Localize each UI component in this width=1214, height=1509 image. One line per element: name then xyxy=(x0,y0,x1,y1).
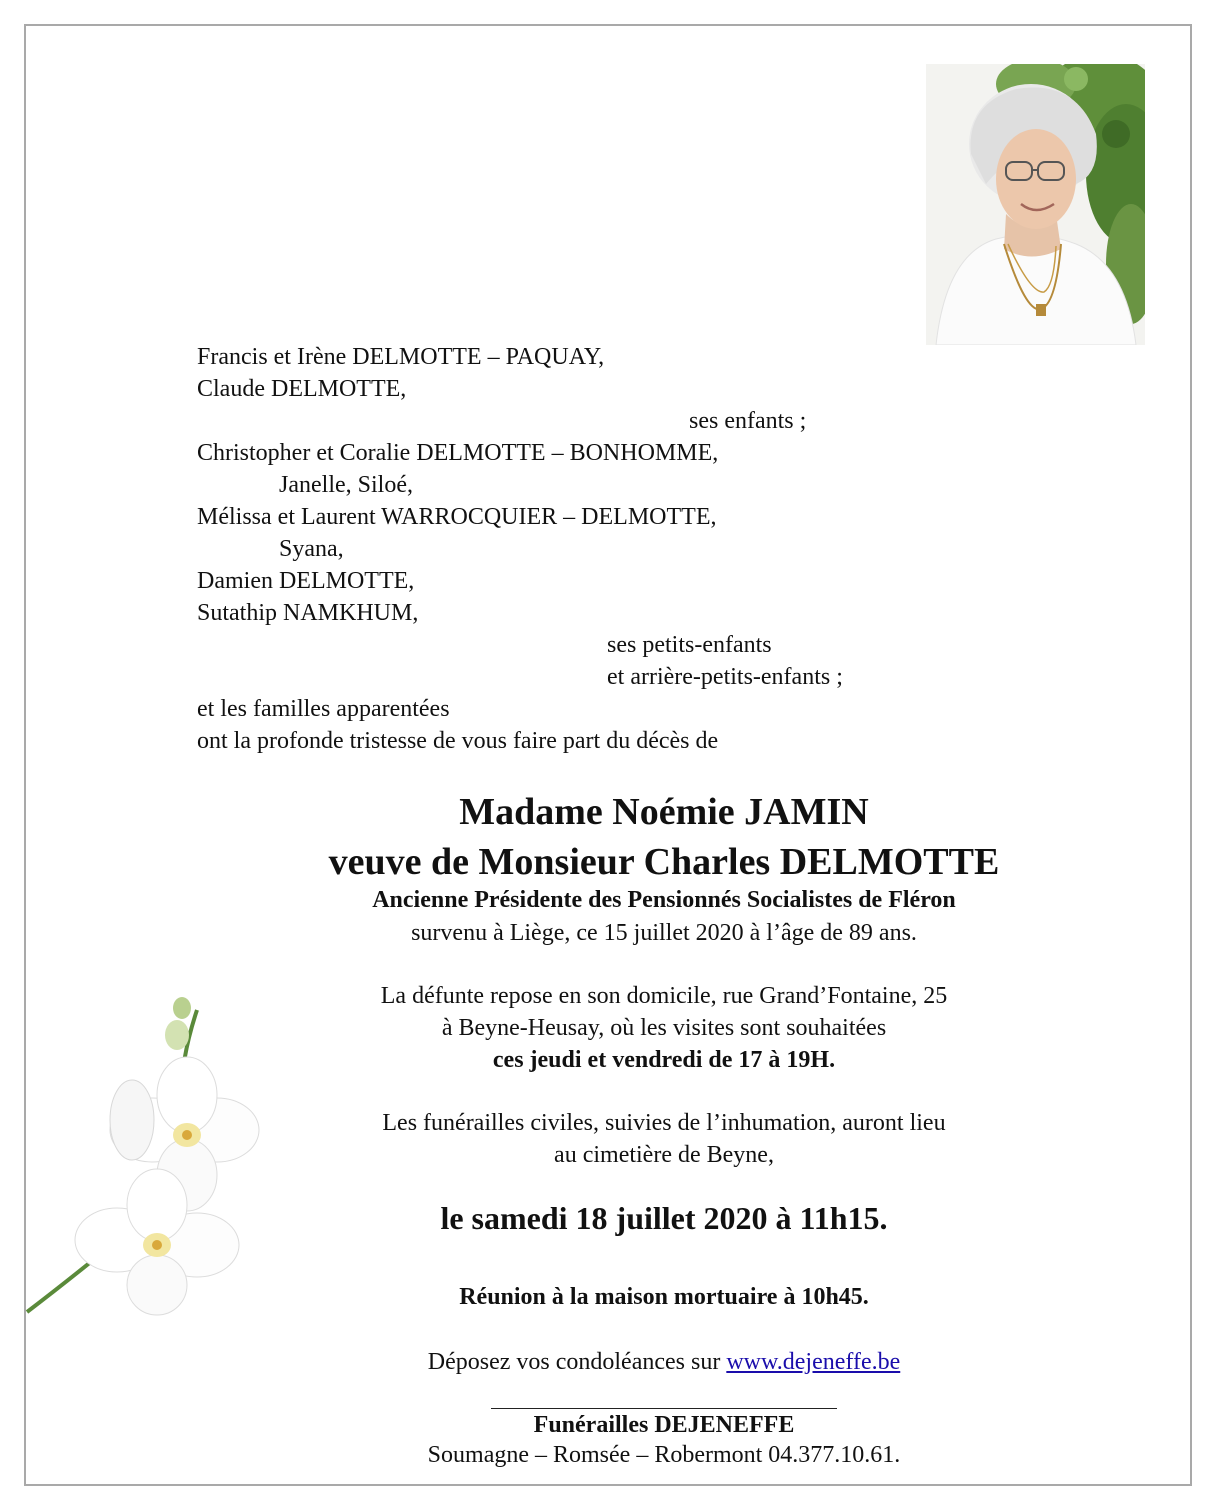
condolences-text: Déposez vos condoléances sur xyxy=(427,1349,727,1375)
grandchild-line-1: Christopher et Coralie DELMOTTE – BONHOMME, xyxy=(197,440,719,466)
deceased-name: Madame Noémie JAMIN xyxy=(459,791,869,833)
funeral-date: le samedi 18 juillet 2020 à 11h15. xyxy=(440,1200,888,1236)
announcement-text: ont la profonde tristesse de vous faire part du décès de xyxy=(197,728,719,754)
funeral-line-2: au cimetière de Beyne, xyxy=(554,1142,774,1168)
family-children-2: Claude DELMOTTE, xyxy=(197,376,407,402)
white-orchid xyxy=(22,990,292,1320)
visit-line-2: à Beyne-Heusay, où les visites sont souhaitées xyxy=(441,1015,887,1041)
children-label: ses enfants ; xyxy=(689,408,807,434)
grandchildren-label: ses petits-enfants xyxy=(607,632,772,658)
meeting-info: Réunion à la maison mortuaire à 10h45. xyxy=(459,1284,869,1310)
portrait-photo xyxy=(926,64,1145,345)
visit-line-1: La défunte repose en son domicile, rue Grand’Fontaine, 25 xyxy=(380,983,948,1009)
grandchild-line-6: Sutathip NAMKHUM, xyxy=(197,600,419,626)
related-families: et les familles apparentées xyxy=(197,696,450,722)
condolences-link[interactable]: www.dejeneffe.be xyxy=(726,1349,901,1375)
divider-line xyxy=(491,1408,837,1409)
deceased-title: Ancienne Présidente des Pensionnés Socialistes de Fléron xyxy=(372,887,956,913)
undertaker-name: Funérailles DEJENEFFE xyxy=(533,1412,795,1438)
grandchild-line-4: Syana, xyxy=(279,536,344,562)
condolences-line xyxy=(64,1347,1214,1377)
funeral-line-1: Les funérailles civiles, suivies de l’inhumation, auront lieu xyxy=(382,1110,946,1136)
death-details: survenu à Liège, ce 15 juillet 2020 à l’âge de 89 ans. xyxy=(411,920,917,946)
grandchild-line-2: Janelle, Siloé, xyxy=(279,472,413,498)
visit-hours: ces jeudi et vendredi de 17 à 19H. xyxy=(492,1047,836,1073)
deceased-widow-of: veuve de Monsieur Charles DELMOTTE xyxy=(328,841,1000,883)
great-grandchildren-label: et arrière-petits-enfants ; xyxy=(607,664,843,690)
grandchild-line-3: Mélissa et Laurent WARROCQUIER – DELMOTTE, xyxy=(197,504,717,530)
undertaker-address: Soumagne – Romsée – Robermont 04.377.10.61. xyxy=(427,1442,901,1468)
family-children-1: Francis et Irène DELMOTTE – PAQUAY, xyxy=(197,344,605,370)
grandchild-line-5: Damien DELMOTTE, xyxy=(197,568,415,594)
